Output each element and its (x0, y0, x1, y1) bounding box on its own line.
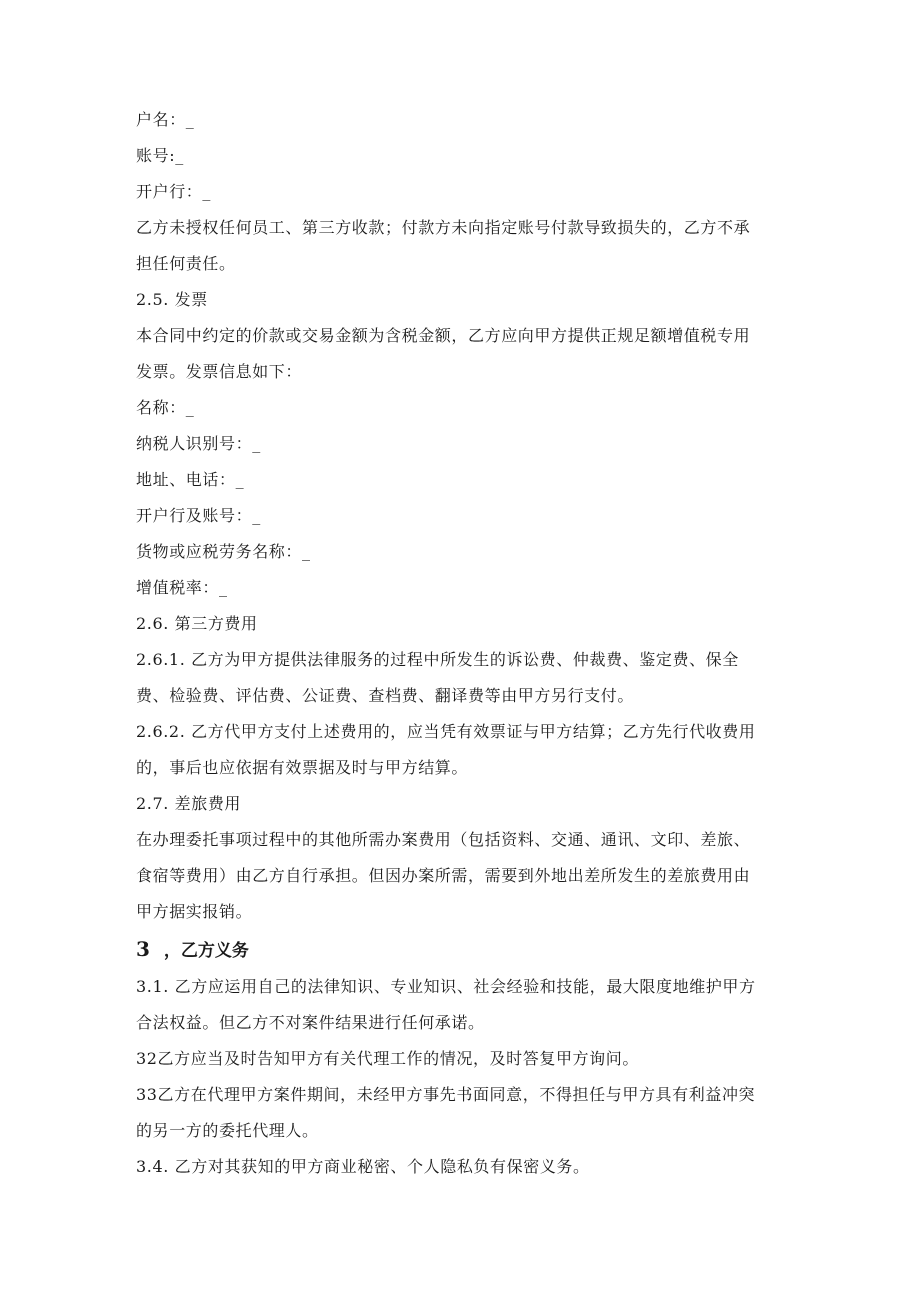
clause-2-6-1-line-1: 2.6.1. 乙方为甲方提供法律服务的过程中所发生的诉讼费、仲裁费、鉴定费、保全 (136, 650, 739, 669)
payment-notice-line-2: 担任何责任。 (136, 254, 236, 273)
section-3-number: 3 (136, 937, 150, 961)
clause-2-6-1-line-2: 费、检验费、评估费、公证费、查档费、翻译费等由甲方另行支付。 (136, 686, 635, 705)
invoice-tax-id-line: 纳税人识别号：_ (136, 434, 261, 453)
section-3-title: ，乙方义务 (163, 941, 249, 961)
invoice-bank-account-line: 开户行及账号：_ (136, 506, 261, 525)
account-holder-line: 户名：_ (136, 110, 195, 129)
clause-2-6-2-line-2: 的，事后也应依据有效票据及时与甲方结算。 (136, 758, 469, 777)
travel-para-line-1: 在办理委托事项过程中的其他所需办案费用（包括资料、交通、通讯、文印、差旅、 (136, 830, 751, 849)
invoice-address-phone-line: 地址、电话：_ (136, 470, 245, 489)
clause-3-3-line-2: 的另一方的委托代理人。 (136, 1121, 319, 1140)
section-3-heading (136, 938, 249, 962)
invoice-vat-rate-line: 增值税率：_ (136, 578, 228, 597)
travel-para-line-3: 甲方据实报销。 (136, 902, 253, 921)
third-party-fees-heading: 2.6. 第三方费用 (136, 614, 258, 633)
clause-3-1-line-1: 3.1. 乙方应运用自己的法律知识、专业知识、社会经验和技能，最大限度地维护甲方 (136, 977, 756, 996)
travel-para-line-2: 食宿等费用）由乙方自行承担。但因办案所需，需要到外地出差所发生的差旅费用由 (136, 866, 751, 885)
payment-notice-line-1: 乙方未授权任何员工、第三方收款；付款方未向指定账号付款导致损失的，乙方不承 (136, 218, 751, 237)
invoice-heading: 2.5. 发票 (136, 290, 208, 309)
account-number-line: 账号:_ (136, 146, 184, 165)
clause-2-6-2-line-1: 2.6.2. 乙方代甲方支付上述费用的，应当凭有效票证与甲方结算；乙方先行代收费用 (136, 722, 756, 741)
invoice-goods-line: 货物或应税劳务名称：_ (136, 542, 311, 561)
travel-fees-heading: 2.7. 差旅费用 (136, 794, 242, 813)
clause-3-4-line: 3.4. 乙方对其获知的甲方商业秘密、个人隐私负有保密义务。 (136, 1157, 590, 1176)
invoice-name-line: 名称：_ (136, 398, 195, 417)
account-bank-line: 开户行：_ (136, 182, 212, 201)
invoice-desc-line-1: 本合同中约定的价款或交易金额为含税金额，乙方应向甲方提供正规足额增值税专用 (136, 326, 751, 345)
clause-3-3-line-1: 33乙方在代理甲方案件期间，未经甲方事先书面同意，不得担任与甲方具有利益冲突 (136, 1085, 756, 1104)
clause-3-1-line-2: 合法权益。但乙方不对案件结果进行任何承诺。 (136, 1013, 485, 1032)
clause-3-2-line: 32乙方应当及时告知甲方有关代理工作的情况，及时答复甲方询问。 (136, 1049, 639, 1068)
invoice-desc-line-2: 发票。发票信息如下： (136, 362, 303, 381)
